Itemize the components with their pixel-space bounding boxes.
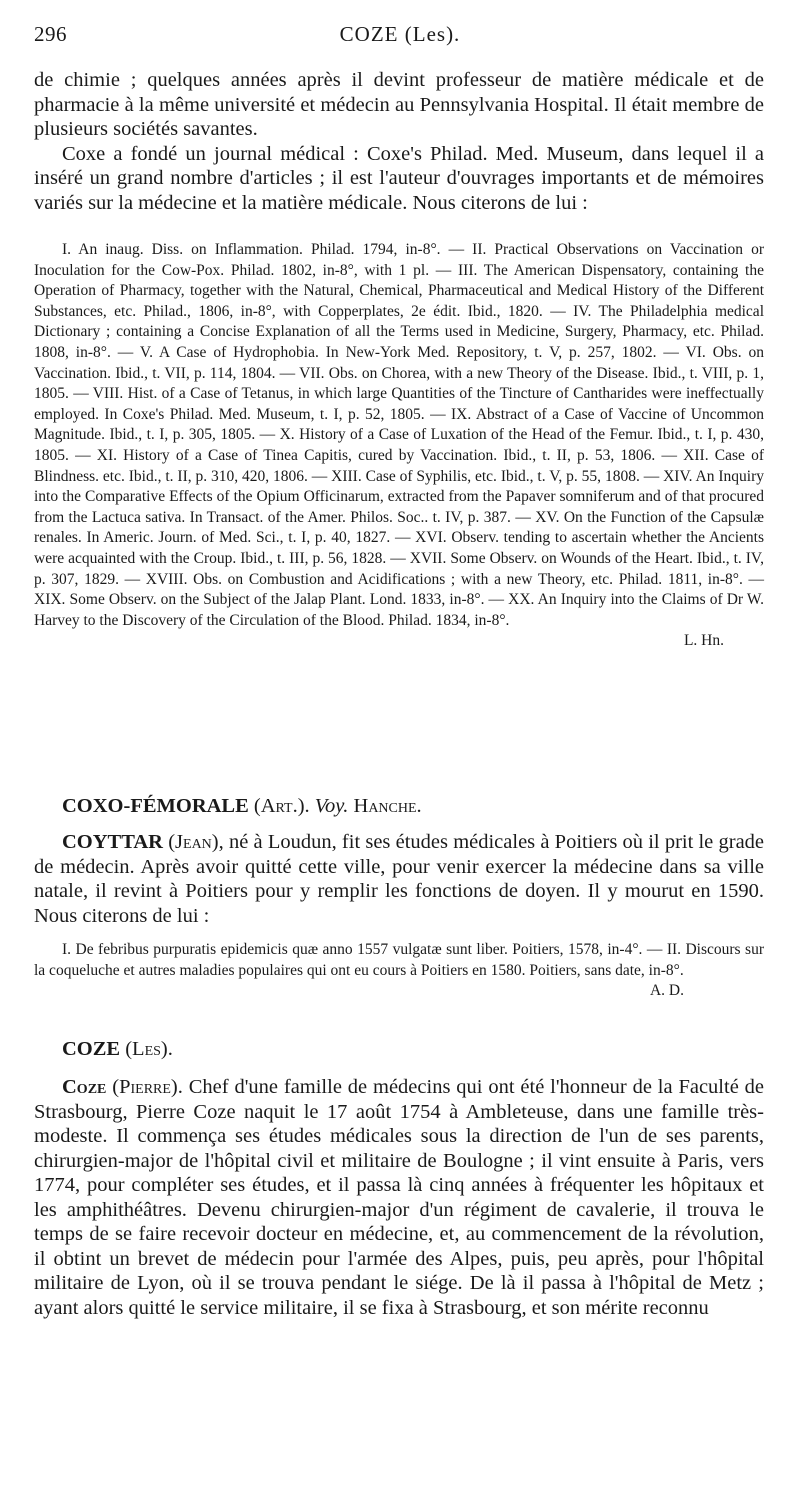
coyttar-text: né à Loudun, fit ses études médicales à Poitiers où il prit le grade de médecin. Après avoir quitté cette ville, pour venir exercer la médecine dans sa ville natale, il revint à Poitiers pour y remplir les fonctions de doyen. Il y mourut en 1590. Nous citerons de lui :: [34, 831, 765, 927]
coyttar-signature: A. D.: [649, 982, 684, 1000]
coze-suffix: (Les).: [125, 1038, 173, 1060]
coze-pierre-surname: Coze: [62, 1076, 107, 1098]
see-reference: Voy.: [314, 795, 349, 817]
coxe-signature: L. Hn.: [683, 632, 724, 650]
coze-pierre-text: Chef d'une famille de médecins qui ont été l'honneur de la Faculté de Strasbourg, Pierre Coze naquit le 17 août 1754 à Ambleteuse, dans une famille très-modeste. Il commença ses études médicales sous la direction de l'un de ses parents, chirurgien-major de l'hôpital civil et militaire de Boulogne ; il vint ensuite à Paris, vers 1774, pour compléter ses études, et il passa là cinq années à fréquenter les hôpitaux et les amphithéâtres. Devenu chirurgien-major d'un régiment de cavalerie, il trouva le temps de se faire recevoir docteur en médecine, et, au commencement de la révolution, il obtint un brevet de médecin pour l'armée des Alpes, puis, peu après, pour l'hôpital militaire de Lyon, où il se trouva pendant le siége. De là il passa à l'hôpital de Metz ; ayant alors quitté le service militaire, il se fixa à Strasbourg, et son mérite reconnu: [34, 1076, 765, 1319]
coze-pierre-entry: [34, 1075, 764, 1320]
coze-pierre-forename: (Pierre).: [112, 1076, 183, 1098]
coyttar-paragraph: [34, 830, 764, 928]
coxo-femorale-category: (Art.).: [253, 795, 310, 817]
coyttar-works: I. De febribus purpuratis epidemicis quæ anno 1557 vulgatæ sunt liber. Poitiers, 1578, in-4°. — II. Discours sur la coqueluche et autres maladies populaires qui ont eu cours à Poitiers en 1580. Poitiers, sans date, in-8°.: [34, 941, 764, 979]
coze-section-heading: [62, 1038, 173, 1061]
coze-headword: COZE: [62, 1038, 121, 1060]
coyttar-works-list: [34, 940, 764, 1000]
coyttar-headword: COYTTAR: [62, 831, 163, 853]
coxe-bibliography: [34, 240, 764, 652]
page-number: 296: [34, 22, 67, 46]
cross-reference-target: Hanche.: [353, 795, 422, 817]
coyttar-entry: [34, 830, 764, 928]
coxe-paragraph-2: Coxe a fondé un journal médical : Coxe's Philad. Med. Museum, dans lequel il a inséré un grand nombre d'articles ; il est l'auteur d'ouvrages importants et de mémoires variés sur la médecine et la matière médicale. Nous citerons de lui :: [34, 142, 764, 214]
coyttar-bibliography: [34, 940, 764, 1002]
coxe-entry-continuation: [34, 68, 764, 215]
running-header: [34, 22, 766, 50]
coxo-femorale-headword: COXO-FÉMORALE: [62, 795, 249, 817]
running-title: COZE (Les).: [339, 22, 461, 46]
coxe-works-list: I. An inaug. Diss. on Inflammation. Philad. 1794, in-8°. — II. Practical Observations on Vaccination or Inoculation for the Cow-Pox. Philad. 1802, in-8°, with 1 pl. — III. The American Dispensatory, containing the Operation of Pharmacy, together with the Natural, Chemical, Pharmaceutical and Medical History of the Different Substances, etc. Philad., 1806, in-8°, with Copperplates, 2e édit. Ibid., 1820. — IV. The Philadelphia medical Dictionary ; containing a Concise Explanation of all the Terms used in Medicine, Surgery, Pharmacy, etc. Philad. 1808, in-8°. — V. A Case of Hydrophobia. In New-York Med. Repository, t. V, p. 257, 1802. — VI. Obs. on Vaccination. Ibid., t. VII, p. 114, 1804. — VII. Obs. on Chorea, with a new Theory of the Disease. Ibid., t. VIII, p. 1, 1805. — VIII. Hist. of a Case of Tetanus, in which large Quantities of the Tincture of Cantharides were ineffectually employed. In Coxe's Philad. Med. Museum, t. I, p. 52, 1805. — IX. Abstract of a Case of Vaccine of Uncommon Magnitude. Ibid., t. I, p. 305, 1805. — X. History of a Case of Luxation of the Head of the Femur. Ibid., t. I, p. 430, 1805. — XI. History of a Case of Tinea Capitis, cured by Vaccination. Ibid., t. II, p. 53, 1806. — XII. Case of Blindness. etc. Ibid., t. II, p. 310, 420, 1806. — XIII. Case of Syphilis, etc. Ibid., t. V, p. 55, 1808. — XIV. An Inquiry into the Comparative Effects of the Opium Officinarum, extracted from the Papaver somniferum and of that procured from the Lactuca sativa. In Transact. of the Amer. Philos. Soc.. t. IV, p. 387. — XV. On the Function of the Capsulæ renales. In Americ. Journ. of Med. Sci., t. I, p. 40, 1827. — XVI. Observ. tending to ascertain whether the Ancients were acquainted with the Croup. Ibid., t. III, p. 56, 1828. — XVII. Some Observ. on Wounds of the Heart. Ibid., t. IV, p. 307, 1829. — XVIII. Obs. on Combustion and Acidifications ; with a new Theory, etc. Philad. 1811, in-8°. — XIX. Some Observ. on the Subject of the Jalap Plant. Lond. 1833, in-8°. — XX. An Inquiry into the Claims of Dr W. Harvey to the Discovery of the Circulation of the Blood. Philad. 1834, in-8°.: [34, 241, 764, 629]
coze-pierre-paragraph: [34, 1075, 764, 1320]
coxo-femorale-entry: [62, 795, 422, 818]
coyttar-forename: (Jean),: [168, 831, 224, 853]
coxe-paragraph-1: de chimie ; quelques années après il devint professeur de matière médicale et de pharmacie à la même université et médecin au Pennsylvania Hospital. Il était membre de plusieurs sociétés savantes.: [34, 69, 764, 140]
